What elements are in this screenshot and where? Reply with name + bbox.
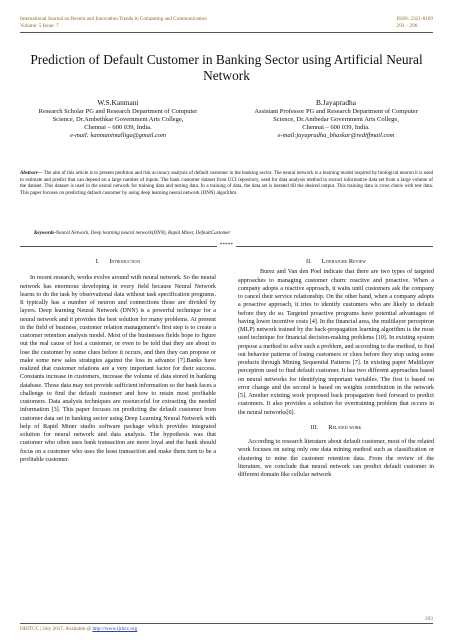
section-heading-introduction — [20, 258, 216, 266]
section-heading-literature-review — [238, 258, 434, 266]
author-block-2 — [234, 99, 438, 140]
footer-rule — [20, 623, 433, 624]
journal-volume: Volume: 5 Issue: 7 — [20, 22, 59, 29]
left-column — [20, 258, 216, 464]
section-heading-related-work — [238, 424, 434, 432]
author-city: Chennai – 600 039, India. — [84, 124, 152, 132]
section-number: II. — [306, 259, 312, 265]
author-block-1 — [20, 99, 216, 140]
section-title: Literature Review — [321, 258, 366, 265]
author-name: B.Jayapradha — [315, 98, 357, 107]
author-affiliation: Science, Dr.Ambethkar Government Arts College, — [52, 116, 184, 124]
right-column — [238, 258, 434, 479]
author-affiliation: Research Scholar PG and Research Department of Computer — [38, 108, 198, 116]
journal-name: International Journal on Recent and Innovation Trends in Computing and Communication — [20, 16, 207, 22]
separator-text: ***** — [217, 243, 237, 248]
keywords-text: Neural Network, Deep learning neural network(DNN), Rapid Miner, DefaultCustomer — [55, 230, 231, 236]
paragraph: According to research literature about default customer, most of the related work focuses on using only one data mining method such as classification or clustering to mine the customer retention data. From the review of the literature, we conclude that neural network can predict default customer in different domain like cellular network — [238, 439, 434, 478]
section-title: Introduction — [109, 258, 141, 265]
author-city: Chennai – 600 039, India. — [302, 124, 370, 132]
footer-text: IJRITCC | July 2017, Available @ — [20, 626, 93, 632]
keywords — [34, 230, 433, 237]
abstract — [20, 170, 433, 197]
author-email: e-mail: kanmanimalliga@gmail.com — [70, 132, 166, 140]
abstract-label: Abstract— — [20, 170, 43, 176]
journal-header — [20, 16, 207, 30]
separator-stars — [0, 243, 453, 248]
paper-title: Prediction of Default Customer in Banking Sector using Artificial Neural Network — [30, 52, 423, 83]
author-affiliation: Assistant Professor PG and Research Department of Computer — [254, 108, 418, 116]
keywords-label: Keywords- — [34, 230, 56, 236]
paragraph: Burez and Van den Poel indicate that there are two types of targeted approaches to managing customer churn: reactive and proactive. When a company adopts a reactive approach, it waits until customers ask the company to cancel their service relationship. On the other hand, when a company adopts a proactive approach, it tries to identify customers who are likely to default before they do so. Targeted proactive programs have potential advantages of having lower incentive costs [4]. In the financial area, the multilayer perceptron (MLP) network trained by the back-propagation learning algorithm is the most used technique for financial decision-making problems [10]. In existing system propose a method to solve such a problem, and according to the method, to find out behavior patterns of losing customers or clues before they stop using some products through Mining Sequential Patterns [7]. In existing paper Multilayer perceptron used to find default customer. It has two different approaches based on neural networks for identifying important variables. The first is based on error change and the second is based on weights contribution in the network [5]. Another existing work proposed back propagation feed forward to predict customers. It also provides a solution for overtraining problem that occurs in the neural networks[6]. — [238, 269, 434, 416]
page-range: 293 – 296 — [396, 22, 418, 29]
abstract-text: The aim of this article is to present perdition and risk accuracy analysis of default customer in the banking sector. The neural network is a learning model inspired by biological neuron it is used to estimate and predict that can depend on a large number of inputs. The bank customer dataset from UCI repository, used for data analysis method to extract informative data set from a large volume of the dataset. This dataset is used in the neural network for training data and testing data. In a training of data, the data set is iterated till the desired output. This training data is cross check with test data. This paper focuses on predicting default customer by using deep learning neural network (DNN) algorithm. — [20, 170, 433, 197]
page-number: 293 — [424, 616, 433, 622]
section-number: III. — [310, 424, 319, 431]
author-email: e-mail:jayapradha_bhaskar@rediffmail.com — [277, 132, 395, 140]
header-rule — [20, 32, 433, 33]
footer — [20, 626, 137, 632]
issn-header — [397, 16, 433, 30]
issn: ISSN: 2321-8169 — [396, 16, 433, 22]
paragraph: In recent research, works evolve around with neural network. So the neural network has enormous developing in every field because Neural Network learns to do the task by observational data without task specification programs. It typically has a number of neuron and connections those are divided by layers. Deep learning Neural Network (DNN) is a powerful technique for a neural network and it provides the best solution for many problems. At present in the field of business, customer relation management’s first step is to create a customer retention analysis model. Most of the businesses fields hope to figure out the real cause of lost a customer, or even to be told that they are about to lose the customer by some clues before it occurs, and then they can propose or make some new sales strategies against the loss in advance [7].Banks have realized that customer relations are a very important factor for their success. Constants increase in customers, increase the volume of data stored in banking database. Those data may not provide sufficient information so the bank faces a challenge to find the default customer and how to retain most profitable customers. Data analysis techniques are resourceful for extracting the needed information [3]. This paper focuses on predicting the default customer from customer data set in banking sector using Deep Learning Neural Network with help of Rapid Miner studio software package which provides integrated solution for neural network and data analysis. The hypothesis was that customer who often uses bank transaction are more loyal and the bank should focus on a customer who uses the least transaction and make them turn to be a profitable customer. — [20, 275, 216, 463]
author-affiliation: Science, Dr.Ambedar Government Arts College, — [273, 116, 399, 124]
footer-link[interactable]: http://www.ijritcc.org — [92, 626, 138, 632]
section-number: I. — [95, 259, 100, 265]
section-title: Related work — [328, 423, 362, 431]
author-name: W.S.Kanmani — [97, 98, 139, 107]
